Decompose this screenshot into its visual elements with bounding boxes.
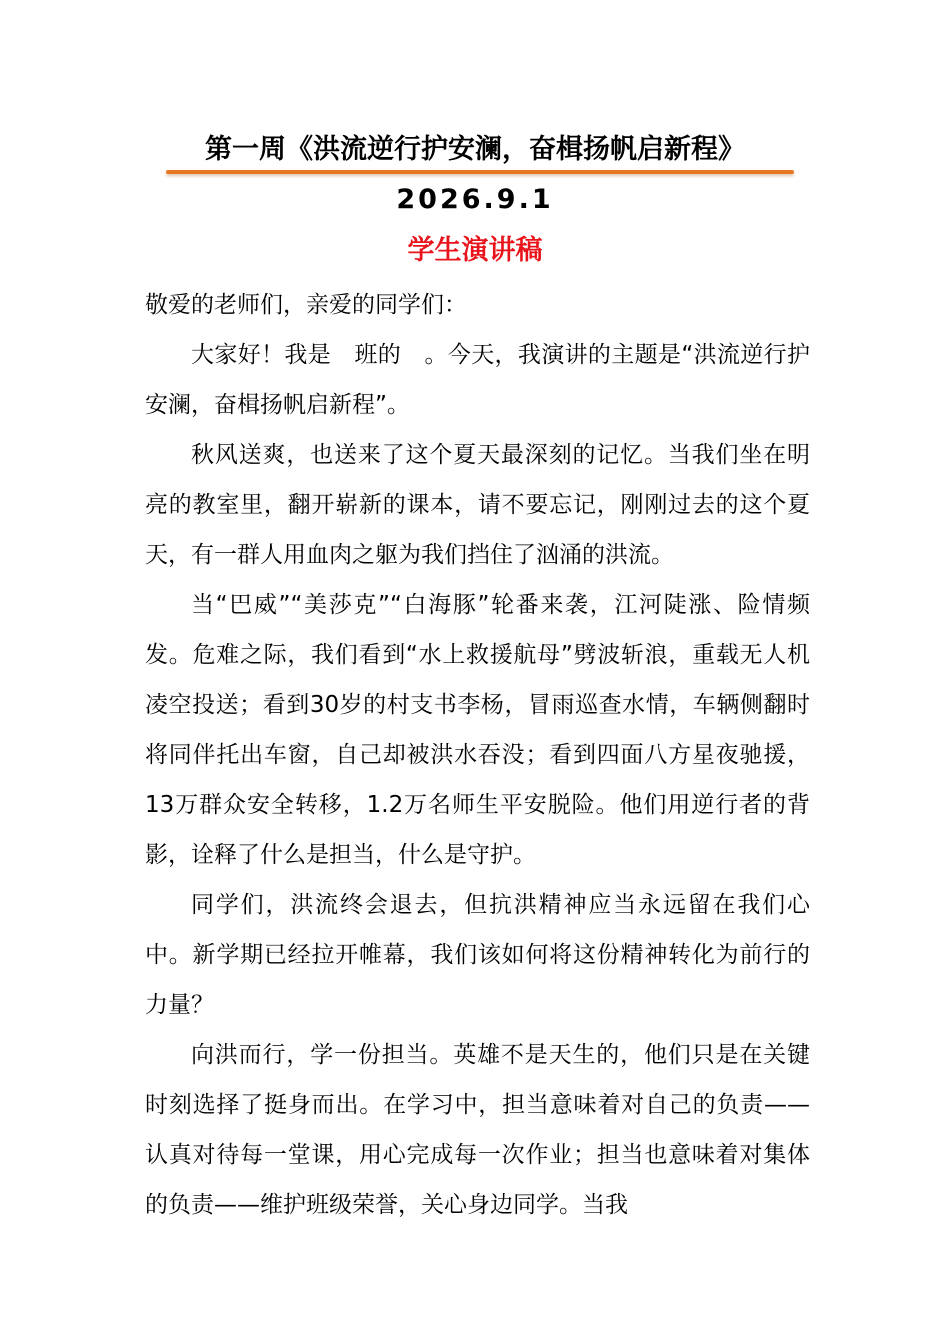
document-date: 2026.9.1	[396, 184, 554, 215]
title-underline	[166, 170, 794, 174]
paragraph-summer-memory: 秋风送爽，也送来了这个夏天最深刻的记忆。当我们坐在明亮的教室里，翻开崭新的课本，请不要忘记，刚刚过去的这个夏天，有一群人用血肉之躯为我们挡住了汹涌的洪流。	[145, 442, 810, 568]
paragraph-responsibility: 向洪而行，学一份担当。英雄不是天生的，他们只是在关键时刻选择了挺身而出。在学习中，担当意味着对自己的负责——认真对待每一堂课，用心完成每一次作业；担当也意味着对集体的负责——维护班级荣誉，关心身边同学。当我	[145, 1042, 810, 1218]
paragraph-question: 同学们，洪流终会退去，但抗洪精神应当永远留在我们心中。新学期已经拉开帷幕，我们该如何将这份精神转化为前行的力量？	[145, 892, 810, 1018]
paragraph-flood-rescue: 当“巴威”“美莎克”“白海豚”轮番来袭，江河陡涨、险情频发。危难之际，我们看到“水上救援航母”劈波斩浪，重载无人机凌空投送；看到30岁的村支书李杨，冒雨巡查水情，车辆侧翻时将同伴托出车窗，自己却被洪水吞没；看到四面八方星夜驰援，13万群众安全转移，1.2万名师生平安脱险。他们用逆行者的背影，诠释了什么是担当，什么是守护。	[145, 592, 810, 868]
document-subtitle: 学生演讲稿	[407, 235, 543, 266]
salutation: 敬爱的老师们，亲爱的同学们：	[145, 292, 467, 318]
paragraph-greeting: 大家好！我是 班的 。今天，我演讲的主题是“洪流逆行护安澜，奋楫扬帆启新程”。	[145, 342, 810, 418]
document-title: 第一周《洪流逆行护安澜，奋楫扬帆启新程》	[205, 134, 745, 165]
speech-body	[145, 280, 810, 1230]
